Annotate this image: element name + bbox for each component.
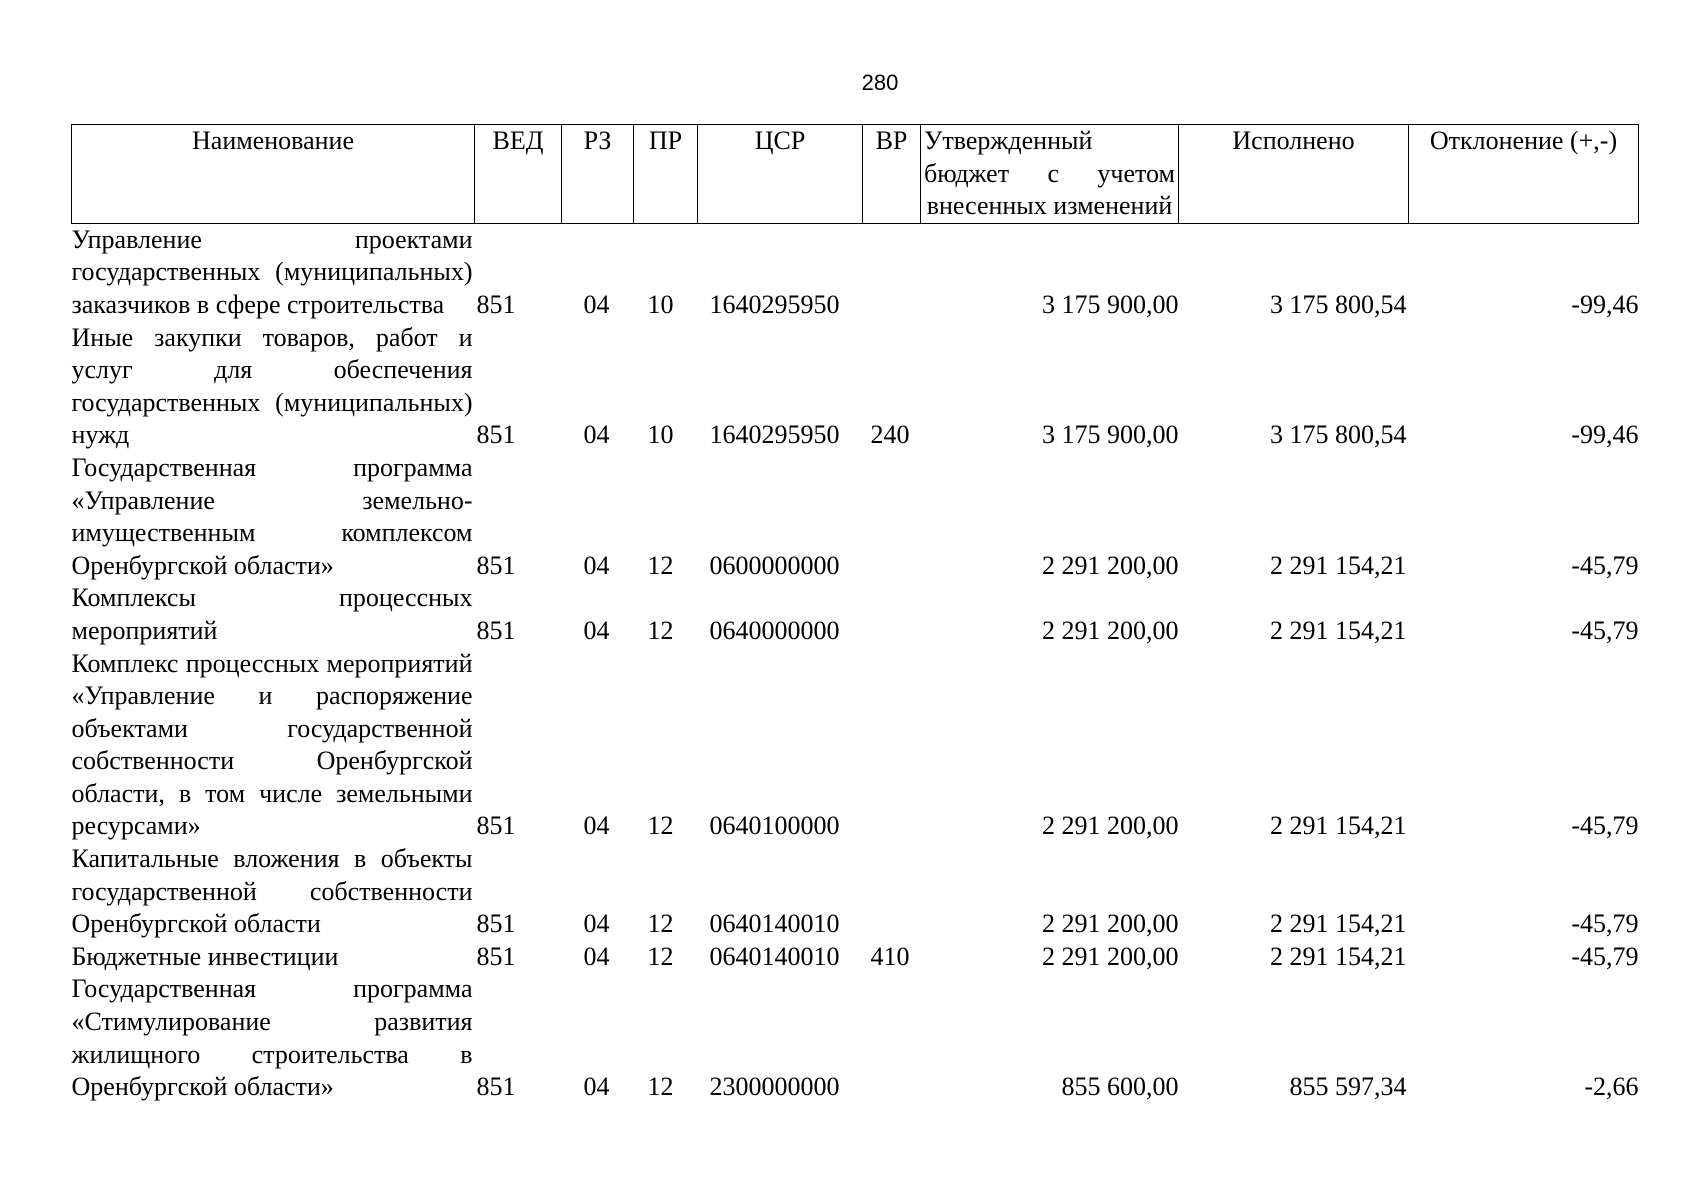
- header-executed: Исполнено: [1179, 125, 1409, 224]
- cell-pr: 12: [647, 550, 674, 580]
- cell-executed: 2 291 154,21: [1270, 941, 1407, 971]
- cell-approved-budget: 2 291 200,00: [1042, 550, 1179, 580]
- header-approved-budget: Утвержденный бюджет с учетом внесенных изменений: [921, 125, 1179, 224]
- cell-name: Государственная программа «Стимулирование развития жилищного строительства в Оренбургской области»: [71, 974, 473, 1102]
- header-csr: ЦСР: [698, 125, 863, 224]
- cell-name: Бюджетные инвестиции: [71, 941, 339, 971]
- cell-ved: 851: [476, 550, 516, 580]
- cell-rz: 04: [583, 1072, 610, 1102]
- cell-approved-budget: 3 175 900,00: [1042, 289, 1179, 319]
- cell-pr: 10: [647, 420, 674, 450]
- cell-deviation: -2,66: [1584, 1072, 1639, 1102]
- cell-csr: 0640100000: [709, 811, 840, 841]
- cell-ved: 851: [476, 615, 516, 645]
- cell-rz: 04: [583, 615, 610, 645]
- table-header: [72, 125, 1639, 224]
- cell-deviation: -45,79: [1571, 941, 1639, 971]
- cell-csr: 1640295950: [709, 289, 840, 319]
- cell-name: Государственная программа «Управление земельно-имущественным комплексом Оренбургской области»: [71, 452, 473, 580]
- cell-executed: 2 291 154,21: [1270, 909, 1407, 939]
- header-ved: ВЕД: [475, 125, 562, 224]
- header-pr: ПР: [634, 125, 698, 224]
- cell-approved-budget: 2 291 200,00: [1042, 811, 1179, 841]
- cell-vr: [863, 582, 921, 647]
- cell-deviation: -45,79: [1571, 615, 1639, 645]
- header-name: Наименование: [72, 125, 475, 224]
- table-body: [72, 223, 1639, 1104]
- cell-name: Управление проектами государственных (муниципальных) заказчиков в сфере строительства: [71, 224, 473, 319]
- cell-deviation: -99,46: [1571, 420, 1639, 450]
- cell-ved: 851: [476, 811, 516, 841]
- table-row: [72, 843, 1639, 941]
- table-row: [72, 648, 1639, 844]
- cell-pr: 12: [647, 1072, 674, 1102]
- cell-csr: 0640000000: [709, 615, 840, 645]
- cell-deviation: -45,79: [1571, 811, 1639, 841]
- cell-ved: 851: [476, 1072, 516, 1102]
- table-row: [72, 322, 1639, 452]
- cell-rz: 04: [583, 420, 610, 450]
- cell-executed: 2 291 154,21: [1270, 550, 1407, 580]
- cell-executed: 3 175 800,54: [1270, 289, 1407, 319]
- cell-approved-budget: 2 291 200,00: [1042, 941, 1179, 971]
- cell-ved: 851: [476, 941, 516, 971]
- header-vr: ВР: [863, 125, 921, 224]
- header-deviation: Отклонение (+,-): [1409, 125, 1639, 224]
- table-row: [72, 452, 1639, 582]
- cell-approved-budget: 2 291 200,00: [1042, 615, 1179, 645]
- cell-approved-budget: 2 291 200,00: [1042, 909, 1179, 939]
- cell-name: Комплекс процессных мероприятий «Управление и распоряжение объектами государственной собственности Оренбургской области, в том числе земельными ресурсами»: [71, 648, 473, 841]
- cell-csr: 1640295950: [709, 420, 840, 450]
- cell-executed: 2 291 154,21: [1270, 811, 1407, 841]
- table-row: [72, 223, 1639, 321]
- cell-vr: [863, 648, 921, 844]
- cell-vr: [863, 843, 921, 941]
- cell-csr: 0640140010: [709, 909, 840, 939]
- cell-pr: 10: [647, 289, 674, 319]
- cell-executed: 3 175 800,54: [1270, 420, 1407, 450]
- cell-csr: 2300000000: [709, 1072, 840, 1102]
- cell-rz: 04: [583, 550, 610, 580]
- cell-rz: 04: [583, 811, 610, 841]
- cell-deviation: -99,46: [1571, 289, 1639, 319]
- cell-vr: [863, 973, 921, 1103]
- cell-name: Иные закупки товаров, работ и услуг для обеспечения государственных (муниципальных) нужд: [71, 322, 473, 450]
- cell-rz: 04: [583, 289, 610, 319]
- cell-csr: 0600000000: [709, 550, 840, 580]
- cell-vr: [863, 452, 921, 582]
- page-number: 280: [861, 70, 899, 95]
- cell-approved-budget: 3 175 900,00: [1042, 420, 1179, 450]
- cell-name: Капитальные вложения в объекты государственной собственности Оренбургской области: [71, 844, 473, 939]
- cell-vr: 410: [870, 941, 910, 971]
- cell-rz: 04: [583, 909, 610, 939]
- cell-ved: 851: [476, 289, 516, 319]
- table-row: [72, 582, 1639, 647]
- header-rz: РЗ: [562, 125, 634, 224]
- cell-pr: 12: [647, 909, 674, 939]
- cell-vr: 240: [870, 420, 910, 450]
- cell-vr: [863, 223, 921, 321]
- table-row: [72, 941, 1639, 974]
- cell-rz: 04: [583, 941, 610, 971]
- cell-name: Комплексы процессных мероприятий: [71, 583, 473, 645]
- cell-executed: 855 597,34: [1289, 1072, 1407, 1102]
- table-row: [72, 973, 1639, 1103]
- cell-pr: 12: [647, 941, 674, 971]
- cell-pr: 12: [647, 811, 674, 841]
- header-row: [72, 125, 1639, 224]
- cell-deviation: -45,79: [1571, 909, 1639, 939]
- cell-approved-budget: 855 600,00: [1061, 1072, 1179, 1102]
- cell-executed: 2 291 154,21: [1270, 615, 1407, 645]
- cell-pr: 12: [647, 615, 674, 645]
- cell-deviation: -45,79: [1571, 550, 1639, 580]
- cell-ved: 851: [476, 909, 516, 939]
- budget-execution-table: [71, 124, 1639, 1104]
- cell-csr: 0640140010: [709, 941, 840, 971]
- cell-ved: 851: [476, 420, 516, 450]
